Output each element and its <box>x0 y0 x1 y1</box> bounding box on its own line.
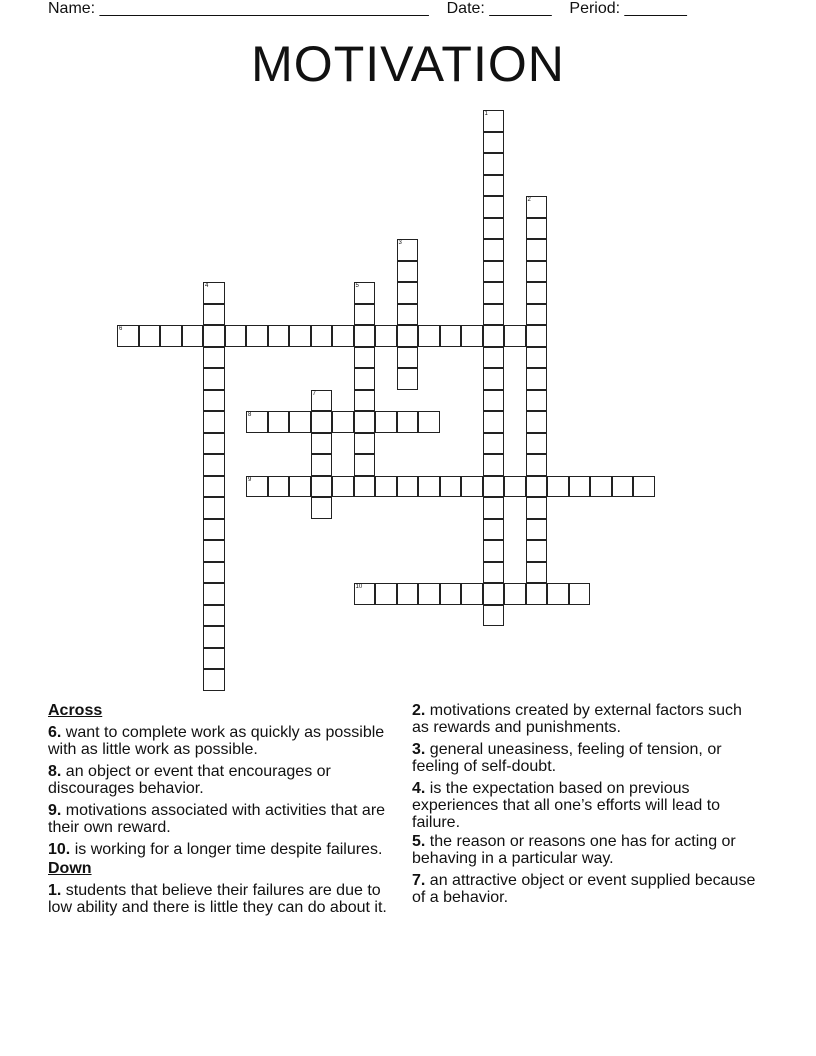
crossword-cell[interactable] <box>440 325 462 347</box>
crossword-cell[interactable] <box>311 497 333 519</box>
crossword-cell[interactable] <box>354 476 376 498</box>
clue-text: students that believe their failures are due to low ability and there is little they can do about it. <box>48 882 387 916</box>
crossword-cell[interactable] <box>483 433 505 455</box>
crossword-cell[interactable] <box>483 132 505 154</box>
crossword-cell[interactable] <box>397 239 419 261</box>
crossword-cell[interactable] <box>483 175 505 197</box>
clue-number: 5. <box>412 833 426 850</box>
crossword-cell[interactable] <box>203 476 225 498</box>
clue-text: an object or event that encourages or discourages behavior. <box>48 763 331 797</box>
crossword-cell[interactable] <box>203 347 225 369</box>
crossword-cell[interactable] <box>311 454 333 476</box>
crossword-cell[interactable] <box>483 282 505 304</box>
crossword-cell[interactable] <box>483 390 505 412</box>
clue-text: an attractive object or event supplied because of a behavior. <box>412 872 756 906</box>
crossword-cell[interactable] <box>526 390 548 412</box>
crossword-cell[interactable] <box>139 325 161 347</box>
crossword-cell[interactable] <box>354 433 376 455</box>
crossword-cell[interactable] <box>246 411 268 433</box>
crossword-cell[interactable] <box>332 411 354 433</box>
crossword-cell[interactable] <box>117 325 139 347</box>
clue-number: 1. <box>48 882 62 899</box>
crossword-cell[interactable] <box>526 497 548 519</box>
crossword-cell[interactable] <box>418 476 440 498</box>
crossword-cell[interactable] <box>526 368 548 390</box>
clue-number: 7. <box>412 872 426 889</box>
clue-text: general uneasiness, feeling of tension, or feeling of self-doubt. <box>412 741 722 775</box>
crossword-cell[interactable] <box>311 390 333 412</box>
crossword-cell[interactable] <box>526 218 548 240</box>
crossword-cell[interactable] <box>354 390 376 412</box>
crossword-cell[interactable] <box>375 583 397 605</box>
crossword-cell[interactable] <box>461 583 483 605</box>
crossword-cell[interactable] <box>461 476 483 498</box>
clue-text: motivations associated with activities that are their own reward. <box>48 802 386 836</box>
clue-number: 3. <box>412 741 426 758</box>
crossword-cell[interactable] <box>483 476 505 498</box>
crossword-cell[interactable] <box>418 583 440 605</box>
crossword-cell[interactable] <box>483 562 505 584</box>
crossword-cell[interactable] <box>203 497 225 519</box>
clue-number-label: 5 <box>355 283 359 289</box>
clue-text: the reason or reasons one has for acting or behaving in a particular way. <box>412 833 736 867</box>
crossword-cell[interactable] <box>504 325 526 347</box>
crossword-cell[interactable] <box>375 325 397 347</box>
crossword-cell[interactable] <box>354 304 376 326</box>
crossword-cell[interactable] <box>483 153 505 175</box>
crossword-cell[interactable] <box>526 454 548 476</box>
crossword-cell[interactable] <box>268 476 290 498</box>
crossword-cell[interactable] <box>311 433 333 455</box>
crossword-cell[interactable] <box>483 540 505 562</box>
crossword-cell[interactable] <box>203 626 225 648</box>
crossword-cell[interactable] <box>246 325 268 347</box>
crossword-cell[interactable] <box>375 476 397 498</box>
crossword-cell[interactable] <box>397 282 419 304</box>
date-label: Date: <box>446 0 485 17</box>
name-label: Name: <box>48 0 96 17</box>
clue-text: is the expectation based on previous experiences that all one’s efforts will lead to failure. <box>412 780 721 831</box>
crossword-cell[interactable] <box>483 110 505 132</box>
crossword-cell[interactable] <box>203 540 225 562</box>
crossword-cell[interactable] <box>526 540 548 562</box>
crossword-cell[interactable] <box>526 476 548 498</box>
clue-down-7 <box>412 872 762 906</box>
crossword-cell[interactable] <box>397 368 419 390</box>
clue-number: 9. <box>48 802 62 819</box>
page-title: MOTIVATION <box>251 36 565 92</box>
clue-text: is working for a longer time despite failures. <box>74 841 383 858</box>
crossword-cell[interactable] <box>203 519 225 541</box>
crossword-cell[interactable] <box>569 476 591 498</box>
crossword-cell[interactable] <box>547 476 569 498</box>
clue-text: motivations created by external factors such as rewards and punishments. <box>412 702 742 736</box>
crossword-cell[interactable] <box>160 325 182 347</box>
crossword-cell[interactable] <box>483 196 505 218</box>
crossword-cell[interactable] <box>397 325 419 347</box>
clues-left-column <box>48 702 398 921</box>
crossword-cell[interactable] <box>526 562 548 584</box>
crossword-cell[interactable] <box>311 411 333 433</box>
clue-number-label: 8 <box>248 412 252 418</box>
crossword-cell[interactable] <box>526 239 548 261</box>
crossword-cell[interactable] <box>354 583 376 605</box>
clue-number-label: 6 <box>119 326 123 332</box>
crossword-cell[interactable] <box>203 282 225 304</box>
crossword-cell[interactable] <box>483 347 505 369</box>
crossword-cell[interactable] <box>354 282 376 304</box>
crossword-cell[interactable] <box>526 411 548 433</box>
clue-number-label: 3 <box>398 240 402 246</box>
crossword-cell[interactable] <box>483 583 505 605</box>
clue-across-8 <box>48 763 398 797</box>
crossword-cell[interactable] <box>203 583 225 605</box>
crossword-cell[interactable] <box>397 261 419 283</box>
crossword-cell[interactable] <box>203 669 225 691</box>
crossword-cell[interactable] <box>483 368 505 390</box>
crossword-cell[interactable] <box>483 304 505 326</box>
clue-down-4 <box>412 780 762 831</box>
crossword-cell[interactable] <box>289 325 311 347</box>
crossword-cell[interactable] <box>504 583 526 605</box>
clue-down-2 <box>412 702 762 736</box>
crossword-cell[interactable] <box>590 476 612 498</box>
crossword-cell[interactable] <box>418 325 440 347</box>
crossword-cell[interactable] <box>440 583 462 605</box>
crossword-cell[interactable] <box>483 325 505 347</box>
crossword-cell[interactable] <box>526 325 548 347</box>
crossword-cell[interactable] <box>203 325 225 347</box>
crossword-cell[interactable] <box>526 304 548 326</box>
crossword-cell[interactable] <box>203 390 225 412</box>
clue-down-3 <box>412 741 762 775</box>
down-heading: Down <box>48 860 92 877</box>
crossword-cell[interactable] <box>268 411 290 433</box>
crossword-cell[interactable] <box>311 476 333 498</box>
crossword-cell[interactable] <box>633 476 655 498</box>
crossword-cell[interactable] <box>526 583 548 605</box>
date-blank[interactable]: _______ <box>489 0 552 17</box>
crossword-cell[interactable] <box>483 261 505 283</box>
crossword-cell[interactable] <box>203 411 225 433</box>
clue-number: 10. <box>48 841 71 858</box>
crossword-cell[interactable] <box>418 411 440 433</box>
crossword-cell[interactable] <box>268 325 290 347</box>
crossword-cell[interactable] <box>375 411 397 433</box>
crossword-cell[interactable] <box>526 519 548 541</box>
crossword-cell[interactable] <box>203 368 225 390</box>
crossword-cell[interactable] <box>461 325 483 347</box>
crossword-cell[interactable] <box>612 476 634 498</box>
crossword-cell[interactable] <box>526 261 548 283</box>
crossword-cell[interactable] <box>526 196 548 218</box>
clue-text: want to complete work as quickly as possible with as little work as possible. <box>48 724 385 758</box>
clue-number-label: 7 <box>312 390 316 397</box>
clue-number-label: 9 <box>248 476 252 483</box>
crossword-cell[interactable] <box>397 476 419 498</box>
crossword-cell[interactable] <box>354 454 376 476</box>
crossword-cell[interactable] <box>354 368 376 390</box>
crossword-cell[interactable] <box>332 476 354 498</box>
crossword-cell[interactable] <box>397 411 419 433</box>
crossword-cell[interactable] <box>526 347 548 369</box>
clue-across-9 <box>48 802 398 836</box>
crossword-cell[interactable] <box>440 476 462 498</box>
clue-number: 8. <box>48 763 62 780</box>
crossword-cell[interactable] <box>397 347 419 369</box>
crossword-cell[interactable] <box>354 347 376 369</box>
crossword-cell[interactable] <box>332 325 354 347</box>
crossword-cell[interactable] <box>182 325 204 347</box>
crossword-cell[interactable] <box>397 304 419 326</box>
crossword-cell[interactable] <box>483 218 505 240</box>
name-blank[interactable]: _____________________________________ <box>99 0 429 17</box>
clues-right-column <box>412 702 762 911</box>
crossword-cell[interactable] <box>289 411 311 433</box>
crossword-cell[interactable] <box>547 583 569 605</box>
clue-down-5 <box>412 833 762 867</box>
crossword-cell[interactable] <box>289 476 311 498</box>
clue-number-label: 4 <box>205 283 209 289</box>
crossword-cell[interactable] <box>203 562 225 584</box>
crossword-cell[interactable] <box>203 648 225 670</box>
crossword-cell[interactable] <box>203 304 225 326</box>
crossword-cell[interactable] <box>569 583 591 605</box>
clue-number: 4. <box>412 780 426 797</box>
crossword-cell[interactable] <box>203 454 225 476</box>
clue-number-label: 10 <box>355 584 363 590</box>
crossword-cell[interactable] <box>504 476 526 498</box>
crossword-cell[interactable] <box>483 519 505 541</box>
crossword-cell[interactable] <box>311 325 333 347</box>
period-label: Period: <box>569 0 621 17</box>
clue-number: 6. <box>48 724 62 741</box>
crossword-cell[interactable] <box>397 583 419 605</box>
clue-number-label: 1 <box>484 111 488 117</box>
crossword-cell[interactable] <box>526 282 548 304</box>
clue-number: 2. <box>412 702 426 719</box>
across-heading: Across <box>48 702 103 719</box>
crossword-cell[interactable] <box>526 433 548 455</box>
crossword-cell[interactable] <box>203 605 225 627</box>
clue-across-10 <box>48 841 398 858</box>
crossword-cell[interactable] <box>483 454 505 476</box>
crossword-cell[interactable] <box>483 411 505 433</box>
crossword-cell[interactable] <box>483 497 505 519</box>
crossword-cell[interactable] <box>225 325 247 347</box>
crossword-cell[interactable] <box>354 325 376 347</box>
clue-down-1 <box>48 882 398 916</box>
crossword-cell[interactable] <box>246 476 268 498</box>
clue-across-6 <box>48 724 398 758</box>
period-blank[interactable]: _______ <box>624 0 687 17</box>
crossword-cell[interactable] <box>354 411 376 433</box>
crossword-cell[interactable] <box>483 605 505 627</box>
crossword-cell[interactable] <box>203 433 225 455</box>
crossword-cell[interactable] <box>483 239 505 261</box>
clue-number-label: 2 <box>527 197 531 203</box>
